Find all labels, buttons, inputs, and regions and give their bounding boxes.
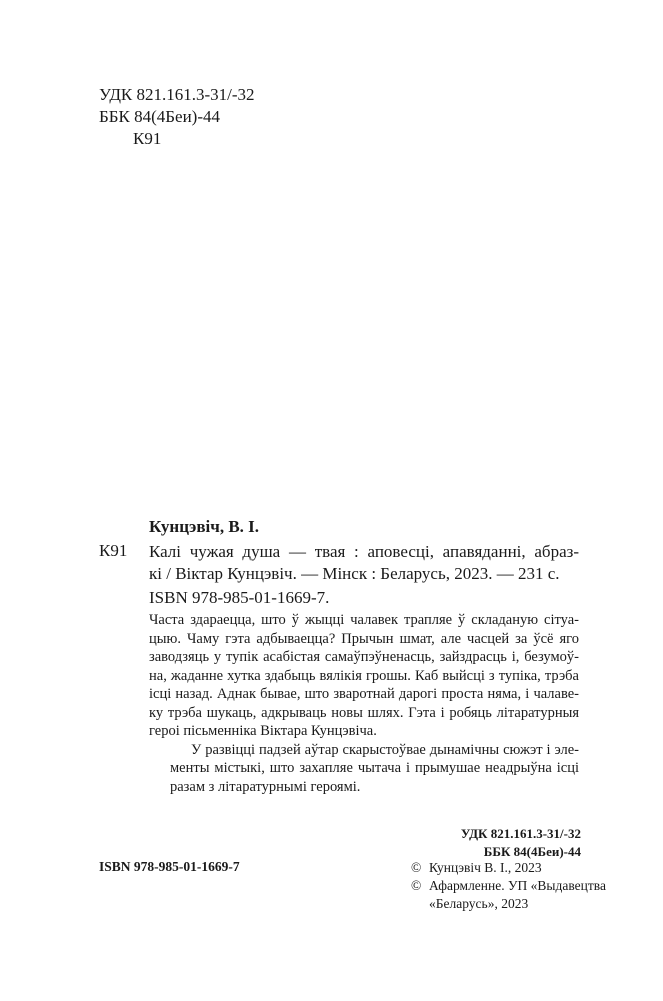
annotation-line: героі пісьменніка Віктара Кунцэвіча. <box>149 723 377 739</box>
annotation-line: на, жаданне хутка здабыць вялікія грошы. Каб выйсці з тупіка, трэба <box>149 667 579 684</box>
author-heading: Кунцэвіч, В. І. <box>149 517 260 536</box>
bottom-bbk-code: ББК 84(4Беи)-44 <box>483 844 581 859</box>
copyright-design: Афармленне. УП «Выдавецтва <box>429 878 606 893</box>
annotation-line: менты містыкі, што захапляе чытача і прымушае неадрыўна ісці <box>170 760 579 776</box>
bibliographic-record <box>149 541 579 585</box>
author-mark: К91 <box>133 129 162 148</box>
top-classification-codes <box>99 84 255 150</box>
title-line-2: кі / Віктар Кунцэвіч. — Мінск : Беларусь, 2023. — 231 с. <box>149 564 560 583</box>
bottom-udk-code: УДК 821.161.3-31/-32 <box>460 826 581 841</box>
record-author-mark: К91 <box>99 541 128 560</box>
annotation-line: ку трэба шукаць, адкрываць новы шлях. Гэта і робяць літаратурныя <box>149 704 579 721</box>
copyright-publisher: «Беларусь», 2023 <box>429 896 529 911</box>
annotation-paragraph-2 <box>149 741 579 797</box>
annotation-line: цыю. Чаму гэта адбываецца? Прычын шмат, але часцей за ўсё яго <box>149 630 579 647</box>
annotation-line: У развіцці падзей аўтар скарыстоўвае дынамічны сюжэт і эле- <box>191 741 579 758</box>
record-isbn: ISBN 978-985-01-1669-7. <box>149 588 330 607</box>
udk-code: УДК 821.161.3-31/-32 <box>99 85 255 104</box>
annotation <box>149 611 579 796</box>
bottom-classification-codes <box>461 825 581 861</box>
copyright-author: Кунцэвіч В. І., 2023 <box>429 860 542 875</box>
copyright-icon: © <box>411 878 422 893</box>
copyright-block <box>411 859 606 913</box>
bbk-code: ББК 84(4Беи)-44 <box>99 107 221 126</box>
annotation-paragraph-1 <box>149 611 579 741</box>
annotation-line: ісці назад. Аднак бывае, што зваротнай дарогі проста няма, і чалаве- <box>149 686 579 702</box>
annotation-line: Часта здараецца, што ў жыцці чалавек трапляе ў складаную сітуа- <box>149 612 579 628</box>
copyright-icon: © <box>411 860 422 875</box>
isbn-bottom: ISBN 978-985-01-1669-7 <box>99 859 240 874</box>
title-line-1: Калі чужая душа — твая : аповесці, апавяданні, абраз- <box>149 542 579 561</box>
annotation-line: разам з літаратурнымі героямі. <box>170 778 361 795</box>
annotation-line: заводзяць у тупік асабістая самаўпэўненасць, зайздрасць і, безумоў- <box>149 649 579 665</box>
